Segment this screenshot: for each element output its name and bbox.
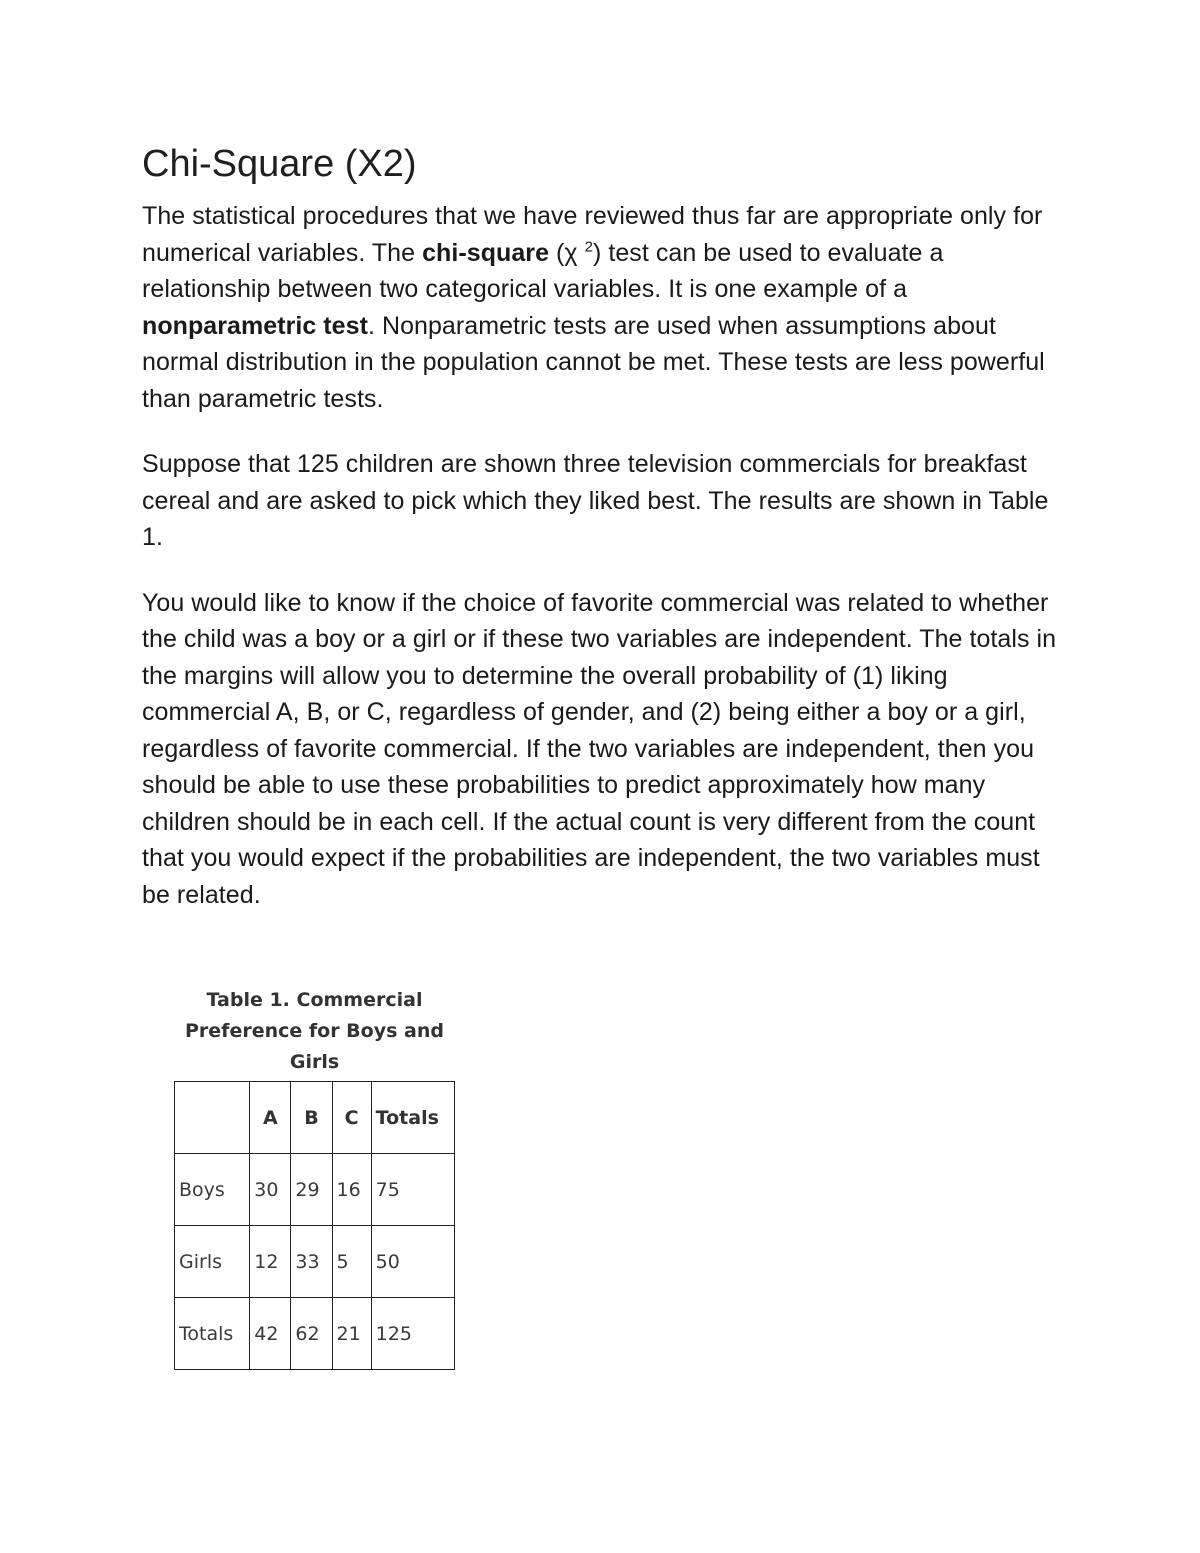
paragraph-example: Suppose that 125 children are shown three television commercials for breakfast cereal and are asked to pick which they liked best. The results are shown in Table 1. — [142, 450, 1049, 551]
row-label: Totals — [175, 1298, 250, 1370]
table-caption: Table 1. Commercial Preference for Boys and Girls — [185, 989, 444, 1073]
cell-c: 5 — [332, 1226, 371, 1298]
table-row — [175, 1154, 455, 1226]
intro-text-4: . Nonparametric tests are used when assumptions about normal distribution in the population cannot be met. These tests are less powerful than parametric tests. — [142, 311, 1045, 413]
cell-total: 75 — [371, 1154, 454, 1226]
row-label: Boys — [175, 1154, 250, 1226]
cell-a: 42 — [250, 1298, 291, 1370]
table-block — [174, 985, 455, 1370]
cell-a: 30 — [250, 1154, 291, 1226]
header-totals: Totals — [371, 1082, 454, 1154]
header-c: C — [332, 1082, 371, 1154]
nonparametric-term: nonparametric test — [142, 311, 368, 340]
chi-square-term: chi‑square — [422, 238, 550, 267]
preference-table — [174, 1081, 455, 1370]
cell-a: 12 — [250, 1226, 291, 1298]
cell-b: 62 — [291, 1298, 332, 1370]
intro-text-3: ) test can be used to evaluate a relationship between two categorical variables. It is one example of a — [142, 238, 944, 303]
page-title: Chi-Square (X2) — [142, 143, 417, 185]
intro-text-1: The statistical procedures that we have reviewed thus far are appropriate only for numerical variables. The — [142, 202, 1043, 267]
cell-c: 16 — [332, 1154, 371, 1226]
header-a: A — [250, 1082, 291, 1154]
cell-total: 125 — [371, 1298, 454, 1370]
chi-superscript: 2 — [584, 238, 593, 256]
intro-text-2: (χ — [549, 238, 585, 267]
cell-b: 29 — [291, 1154, 332, 1226]
document-page — [142, 138, 1072, 942]
table-header-row — [175, 1082, 455, 1154]
paragraph-intro — [142, 198, 1072, 417]
paragraph-independence: You would like to know if the choice of favorite commercial was related to whether the child was a boy or a girl or if these two variables are independent. The totals in the margins will allow you to determine the overall probability of (1) liking commercial A, B, or C, regardless of gender, and (2) being either a boy or a girl, regardless of favorite commercial. If the two variables are independent, then you should be able to use these probabilities to predict approximately how many children should be in each cell. If the actual count is very different from the count that you would expect if the probabilities are independent, the two variables must be related. — [142, 588, 1057, 909]
header-empty-cell — [175, 1082, 250, 1154]
table-row — [175, 1226, 455, 1298]
table-row — [175, 1298, 455, 1370]
header-b: B — [291, 1082, 332, 1154]
cell-b: 33 — [291, 1226, 332, 1298]
cell-total: 50 — [371, 1226, 454, 1298]
cell-c: 21 — [332, 1298, 371, 1370]
row-label: Girls — [175, 1226, 250, 1298]
